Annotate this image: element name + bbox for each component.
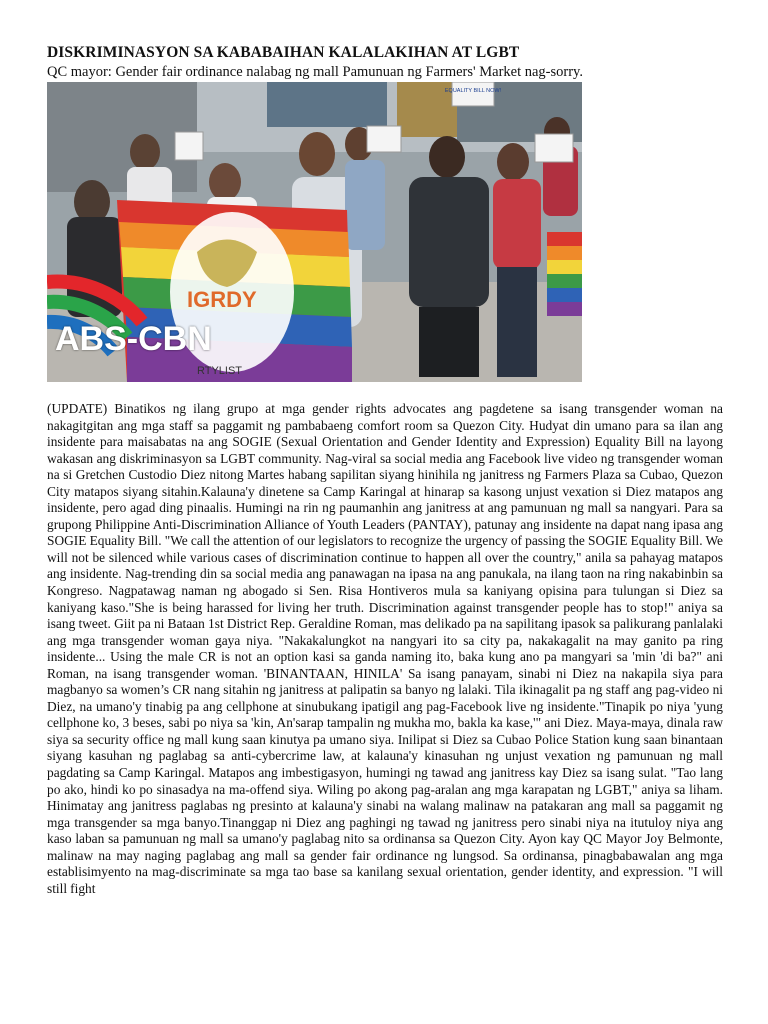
sign-text: EQUALITY BILL NOW! — [444, 88, 502, 94]
svg-text:IGRDY: IGRDY — [187, 287, 257, 312]
page-subtitle: QC mayor: Gender fair ordinance nalabag ng mall Pamunuan ng Farmers' Market nag-sorry. — [47, 64, 583, 80]
article-body: (UPDATE) Binatikos ng ilang grupo at mga gender rights advocates ang pagdetene sa isang transgender woman na nakagitgitan ang mga staff sa paggamit ng pambabaeng comfort room sa Quezon City. Hudyat din umano para sa ilan ang insidente para maisabatas na ang SOGIE (Sexual Orientation and Gender Identity and Expression) Equality Bill na layong wakasan ang diskriminasyon sa LGBT community. Nag-viral sa social media ang Facebook live video ng transgender woman na si Gretchen Custodio Diez nitong Martes habang sapilitan siyang hinihila ng janitress ng Farmers Plaza sa Cubao, Quezon City matapos siyang sitahin.Kalauna'y dinetene sa Camp Karingal at hinarap sa kasong unjust vexation si Diez matapos ang insidente, pero agad ding pinaalis. Humingi na rin ng paumanhin ang janitress at ang pamunuan ng mall sa nangyari. Para sa grupong Philippine Anti-Discrimination Alliance of Youth Leaders (PANTAY), patunay ang insidente na dapat nang ipasa ang SOGIE Equality Bill. "We call the attention of our legislators to recognize the urgency of passing the SOGIE Equality Bill. We will not be silenced while various cases of discrimination continue to happen all over the country," anila sa pahayag matapos ang insidente. Nag-trending din sa social media ang panawagan na ipasa na ang panukala, na ilang taon na ring nakabinbin sa Kongreso. Nagpatawag naman ng abogado si Sen. Risa Hontiveros mula sa kaniyang opisina para tulungan si Diez sa kaniyang kaso."She is being harassed for living her truth. Discrimination against transgender people has to stop!" aniya sa isang tweet. Giit pa ni Bataan 1st District Rep. Geraldine Roman, mas delikado pa na sapilitang ipasok sa palikurang panlalaki ang mga transgender woman gaya niya. "Nakakalungkot na nangyari ito sa city pa, nakakagalit na may ganito pa ring insidente... Using the male CR is not an option kasi sa ganda naming ito, baka kung ano pa mangyari sa 'min 'di ba?" ani Roman, na isang transgender woman. 'BINANTAAN, HINILA' Sa isang panayam, sinabi ni Diez na nakapila siya para magbanyo sa women’s CR nang sitahin ng janitress at palipatin sa banyo ng lalaki. Tila ikinagalit pa ng staff ang pag-video ni Diez, na umano'y tinabig pa ang cellphone at sinubukang ipatigil ang pag-Facebook live ng insidente."Tinapik po niya 'yung cellphone ko, 3 beses, sabi po niya sa 'kin, An'sarap tampalin ng mukha mo, bakla ka kase,'" ani Diez. Maya-maya, dinala raw siya sa security office ng mall kung saan kinutya pa umano siya. Inilipat si Diez sa Cubao Police Station kung saan binantaan siyang kasuhan ng paglabag sa anti-cybercrime law, at kalauna'y kinasuhan ng unjust vexation ng pamunuan ng mall pagdating sa Camp Karingal. Matapos ang imbestigasyon, humingi ng tawad ang janitress kay Diez sa isang sulat. "Tao lang po ako, hindi ko po sinasadya na ma-offend siya. Wiling po akong pag-aralan ang mga karapatan ng LGBT," aniya sa liham. Hinimatay ang janitress paglabas ng presinto at kalauna'y sinabi na walang malinaw na patakaran ang mall sa paggamit ng mga transgender sa mga banyo.Tinanggap ni Diez ang paghingi ng tawad ng janitress pero sinabi niya na itutuloy niya ang kaso laban sa pamunuan ng mall sa umano'y paglabag nito sa ordinansa sa Quezon City. Ayon kay QC Mayor Joy Belmonte, malinaw na may naging paglabag ang mall sa gender fair ordinance ng lungsod. Sa ordinansa, pinagbabawalan ang mga establisimyento na mag-discriminate sa mga tao base sa kanilang sexual orientation, gender identity, and expression. "I will still fight — [47, 401, 723, 896]
photo-watermark: ABS-CBN — [55, 320, 212, 358]
news-photo — [47, 82, 582, 382]
page-title: DISKRIMINASYON SA KABABAIHAN KALALAKIHAN AT LGBT — [47, 44, 520, 61]
svg-text:RTYLIST: RTYLIST — [197, 365, 243, 377]
